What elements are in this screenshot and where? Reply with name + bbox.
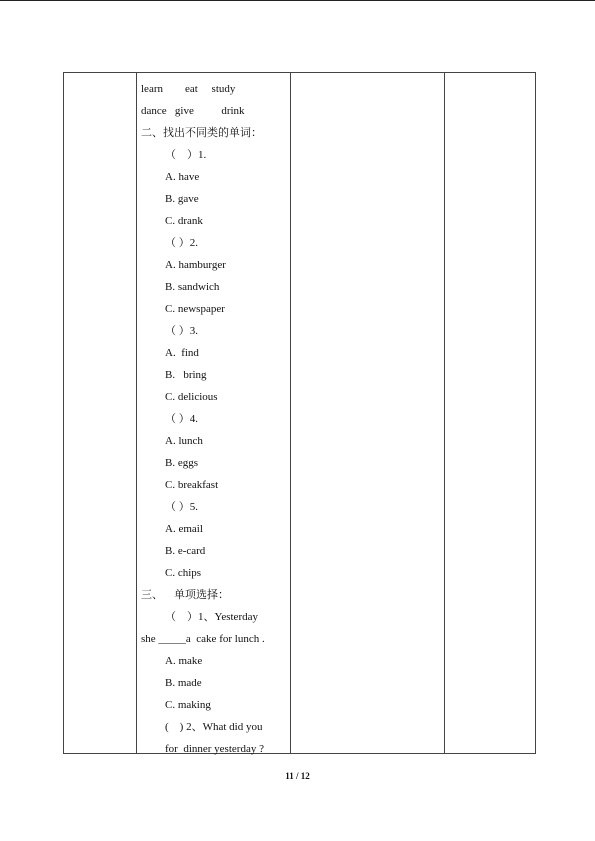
s3-q1-line-1: （ ）1、Yesterday <box>165 611 258 623</box>
s3-q1-option-c: C. making <box>165 699 211 711</box>
s2-q2-option-b: B. sandwich <box>165 281 220 293</box>
top-rule <box>0 0 595 1</box>
section-3-heading: 三、 单项选择： <box>141 589 229 601</box>
s2-q2-option-c: C. newspaper <box>165 303 225 315</box>
section-2-heading: 二、找出不同类的单词： <box>141 127 262 139</box>
s2-q3-option-a: A. find <box>165 347 199 359</box>
s2-q2-option-a: A. hamburger <box>165 259 226 271</box>
s3-q2-line-1: ( ) 2、What did you <box>165 721 263 733</box>
s2-q4-option-c: C. breakfast <box>165 479 219 491</box>
s2-q1-option-a: A. have <box>165 171 200 183</box>
s2-q3-option-b: B. bring <box>165 369 207 381</box>
s2-q2-number: （ ）2. <box>165 237 198 249</box>
word-row-2: dance give drink <box>141 105 245 117</box>
s2-q4-option-a: A. lunch <box>165 435 203 447</box>
column-divider-3 <box>444 73 445 753</box>
s2-q5-option-a: A. email <box>165 523 203 535</box>
column-divider-2 <box>290 73 291 753</box>
s2-q4-number: （ ）4. <box>165 413 198 425</box>
word-row-1: learn eat study <box>141 83 236 95</box>
s2-q1-number: （ ）1. <box>165 149 207 161</box>
s2-q3-number: （ ）3. <box>165 325 198 337</box>
column-divider-1 <box>136 73 137 753</box>
s3-q1-line-2: she _____a cake for lunch . <box>141 633 265 645</box>
s2-q4-option-b: B. eggs <box>165 457 198 469</box>
s2-q1-option-b: B. gave <box>165 193 199 205</box>
exercise-content <box>141 78 286 760</box>
s2-q5-option-c: C. chips <box>165 567 202 579</box>
s3-q2-line-2: for dinner yesterday ? <box>165 743 264 755</box>
s2-q5-number: （ ）5. <box>165 501 198 513</box>
lesson-table <box>63 72 536 754</box>
s3-q1-option-b: B. made <box>165 677 202 689</box>
page-number: 11 / 12 <box>285 771 310 781</box>
s2-q5-option-b: B. e-card <box>165 545 206 557</box>
s2-q1-option-c: C. drank <box>165 215 203 227</box>
s3-q1-option-a: A. make <box>165 655 203 667</box>
s2-q3-option-c: C. delicious <box>165 391 218 403</box>
